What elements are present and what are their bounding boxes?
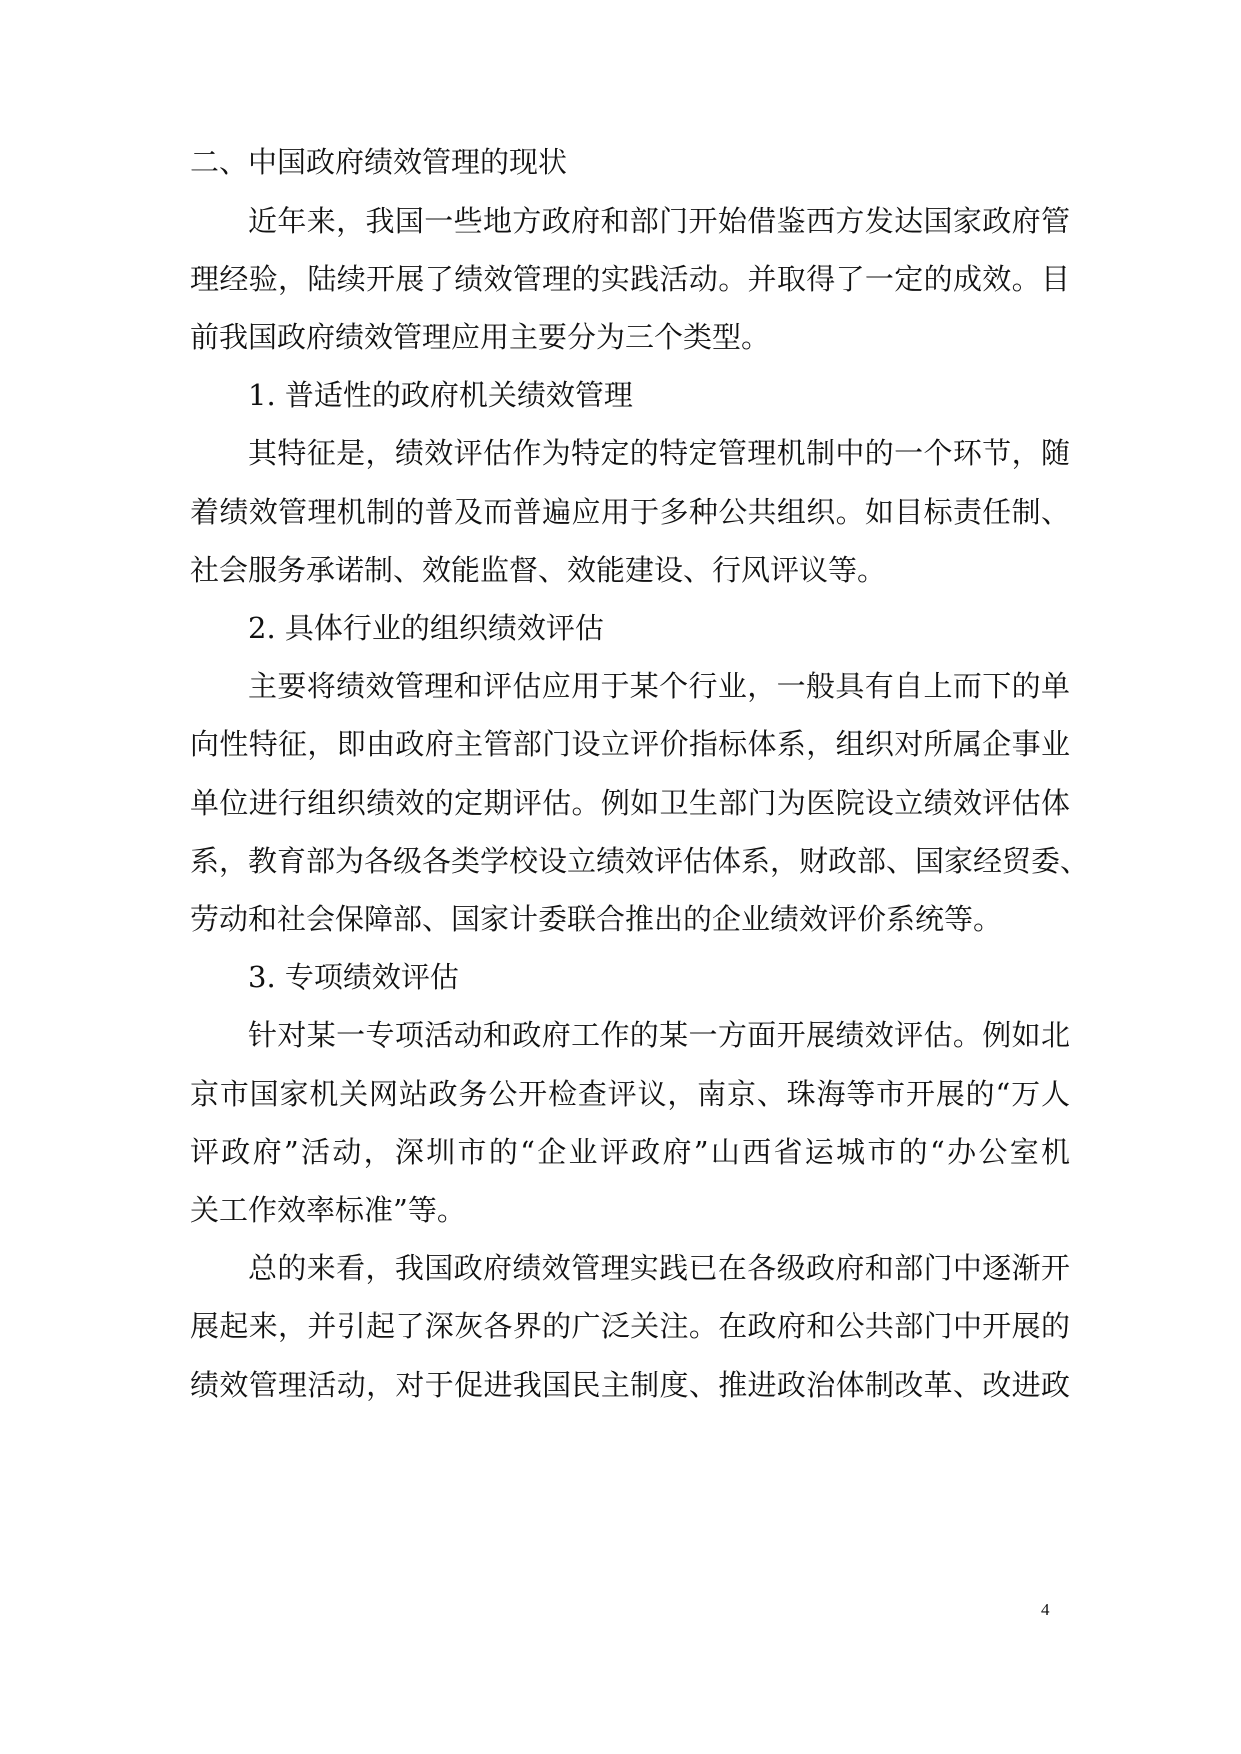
type2-title: 2. 具体行业的组织绩效评估 <box>248 611 604 645</box>
type3-title: 3. 专项绩效评估 <box>248 960 459 994</box>
type1-line: 其特征是，绩效评估作为特定的特定管理机制中的一个环节，随 <box>248 436 1070 470</box>
type2-line: 系，教育部为各级各类学校设立绩效评估体系，财政部、国家经贸委、 <box>190 844 1090 878</box>
type2-line: 劳动和社会保障部、国家计委联合推出的企业绩效评价系统等。 <box>190 902 1003 936</box>
type3-line: 关工作效率标准”等。 <box>190 1193 466 1227</box>
type1-line: 着绩效管理机制的普及而普遍应用于多种公共组织。如目标责任制、 <box>190 495 1070 529</box>
type2-line: 主要将绩效管理和评估应用于某个行业，一般具有自上而下的单 <box>248 669 1070 703</box>
type2-line: 单位进行组织绩效的定期评估。例如卫生部门为医院设立绩效评估体 <box>190 786 1070 820</box>
intro-line: 理经验，陆续开展了绩效管理的实践活动。并取得了一定的成效。目 <box>190 262 1070 296</box>
section-heading: 二、中国政府绩效管理的现状 <box>190 145 568 179</box>
type3-line: 京市国家机关网站政务公开检查评议，南京、珠海等市开展的“万人 <box>190 1077 1070 1111</box>
page-number: 4 <box>1041 1600 1050 1619</box>
intro-line: 前我国政府绩效管理应用主要分为三个类型。 <box>190 320 771 354</box>
type3-line: 针对某一专项活动和政府工作的某一方面开展绩效评估。例如北 <box>248 1018 1070 1052</box>
type1-line: 社会服务承诺制、效能监督、效能建设、行风评议等。 <box>190 553 887 587</box>
summary-line: 绩效管理活动，对于促进我国民主制度、推进政治体制改革、改进政 <box>190 1368 1070 1402</box>
summary-line: 展起来，并引起了深灰各界的广泛关注。在政府和公共部门中开展的 <box>190 1309 1070 1343</box>
summary-line: 总的来看，我国政府绩效管理实践已在各级政府和部门中逐渐开 <box>248 1251 1070 1285</box>
type3-line: 评政府”活动，深圳市的“企业评政府”山西省运城市的“办公室机 <box>190 1135 1070 1169</box>
type2-line: 向性特征，即由政府主管部门设立评价指标体系，组织对所属企事业 <box>190 727 1070 761</box>
intro-line: 近年来，我国一些地方政府和部门开始借鉴西方发达国家政府管 <box>248 204 1070 238</box>
type1-title: 1. 普适性的政府机关绩效管理 <box>248 378 633 412</box>
